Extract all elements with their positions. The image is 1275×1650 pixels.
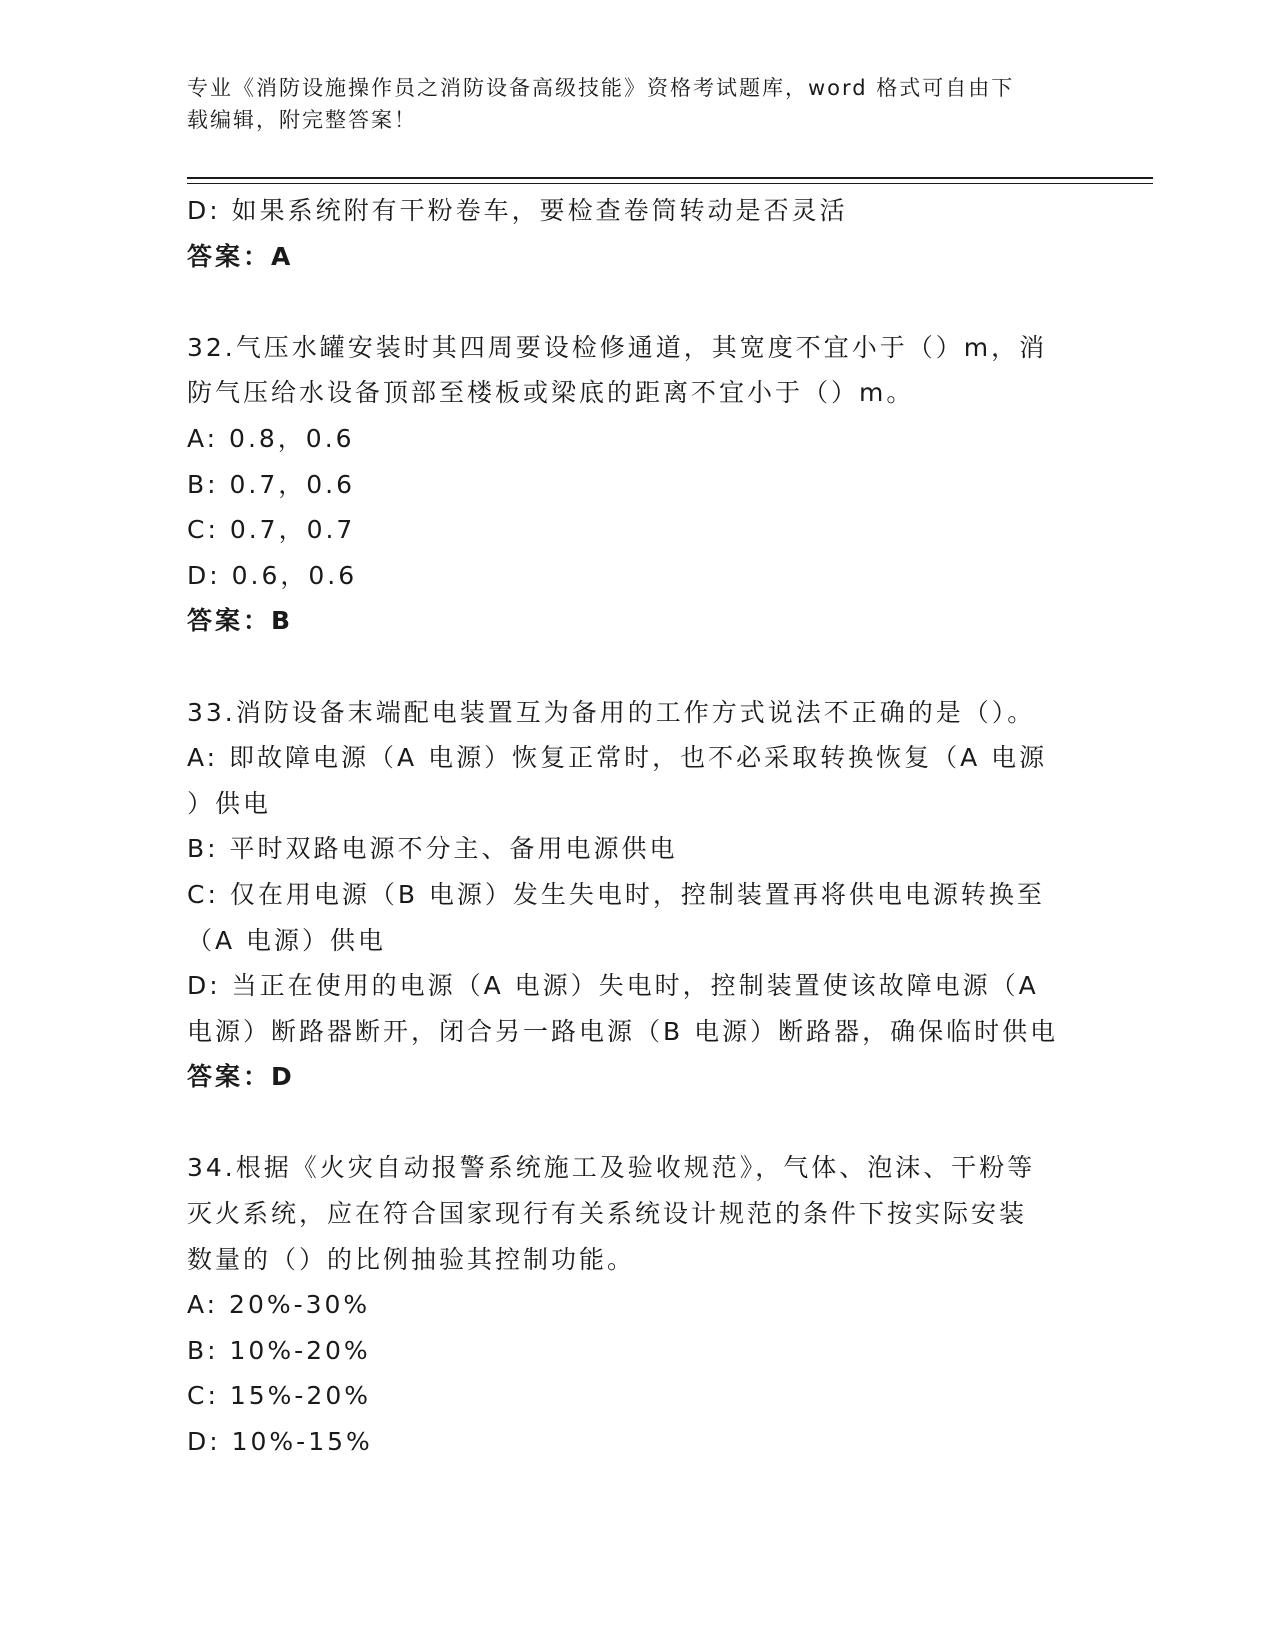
q32-option-b: B: 0.7，0.6 — [187, 469, 356, 499]
q34-option-b: B: 10%-20% — [187, 1335, 371, 1365]
q33-option-a-line-2: ）供电 — [187, 788, 272, 818]
q32-answer: 答案：B — [187, 606, 294, 636]
question-content — [187, 188, 1087, 1465]
q32-stem-line-1: 32.气压水罐安装时其四周要设检修通道，其宽度不宜小于（）m，消 — [187, 332, 1048, 362]
q33-option-b: B: 平时双路电源不分主、备用电源供电 — [187, 834, 678, 864]
q33-option-c-line-2: （A 电源）供电 — [187, 925, 387, 955]
q34-stem-line-1: 34.根据《火灾自动报警系统施工及验收规范》，气体、泡沫、干粉等 — [187, 1153, 1036, 1183]
q33-answer: 答案：D — [187, 1062, 295, 1092]
q34-option-c: C: 15%-20% — [187, 1381, 371, 1411]
header-rule-thick — [187, 177, 1153, 179]
header-line-2: 载编辑，附完整答案！ — [187, 108, 417, 132]
spacer — [187, 1100, 1087, 1146]
header-line-1: 专业《消防设施操作员之消防设备高级技能》资格考试题库，word 格式可自由下 — [187, 76, 1015, 100]
q33-option-d-line-1: D: 当正在使用的电源（A 电源）失电时，控制装置使该故障电源（A — [187, 971, 1039, 1001]
document-header — [187, 72, 1067, 136]
spacer — [187, 279, 1087, 325]
header-rule-thin — [187, 183, 1153, 184]
q32-stem-line-2: 防气压给水设备顶部至楼板或梁底的距离不宜小于（）m。 — [187, 378, 915, 408]
q33-option-a-line-1: A: 即故障电源（A 电源）恢复正常时，也不必采取转换恢复（A 电源 — [187, 743, 1048, 773]
q33-option-d-line-2: 电源）断路器断开，闭合另一路电源（B 电源）断路器，确保临时供电 — [187, 1016, 1059, 1046]
prev-answer: 答案：A — [187, 241, 294, 271]
q32-option-d: D: 0.6，0.6 — [187, 560, 358, 590]
q33-option-c-line-1: C: 仅在用电源（B 电源）发生失电时，控制装置再将供电电源转换至 — [187, 879, 1045, 909]
prev-option-d: D: 如果系统附有干粉卷车，要检查卷筒转动是否灵活 — [187, 196, 848, 225]
q34-stem-line-3: 数量的（）的比例抽验其控制功能。 — [187, 1244, 636, 1274]
q34-option-a: A: 20%-30% — [187, 1290, 371, 1320]
q32-option-c: C: 0.7，0.7 — [187, 515, 356, 545]
q32-option-a: A: 0.8，0.6 — [187, 423, 355, 453]
q34-stem-line-2: 灭火系统，应在符合国家现行有关系统设计规范的条件下按实际安装 — [187, 1199, 1028, 1229]
spacer — [187, 644, 1087, 690]
q33-stem: 33.消防设备末端配电装置互为备用的工作方式说法不正确的是（）。 — [187, 697, 1036, 727]
q34-option-d: D: 10%-15% — [187, 1427, 373, 1457]
